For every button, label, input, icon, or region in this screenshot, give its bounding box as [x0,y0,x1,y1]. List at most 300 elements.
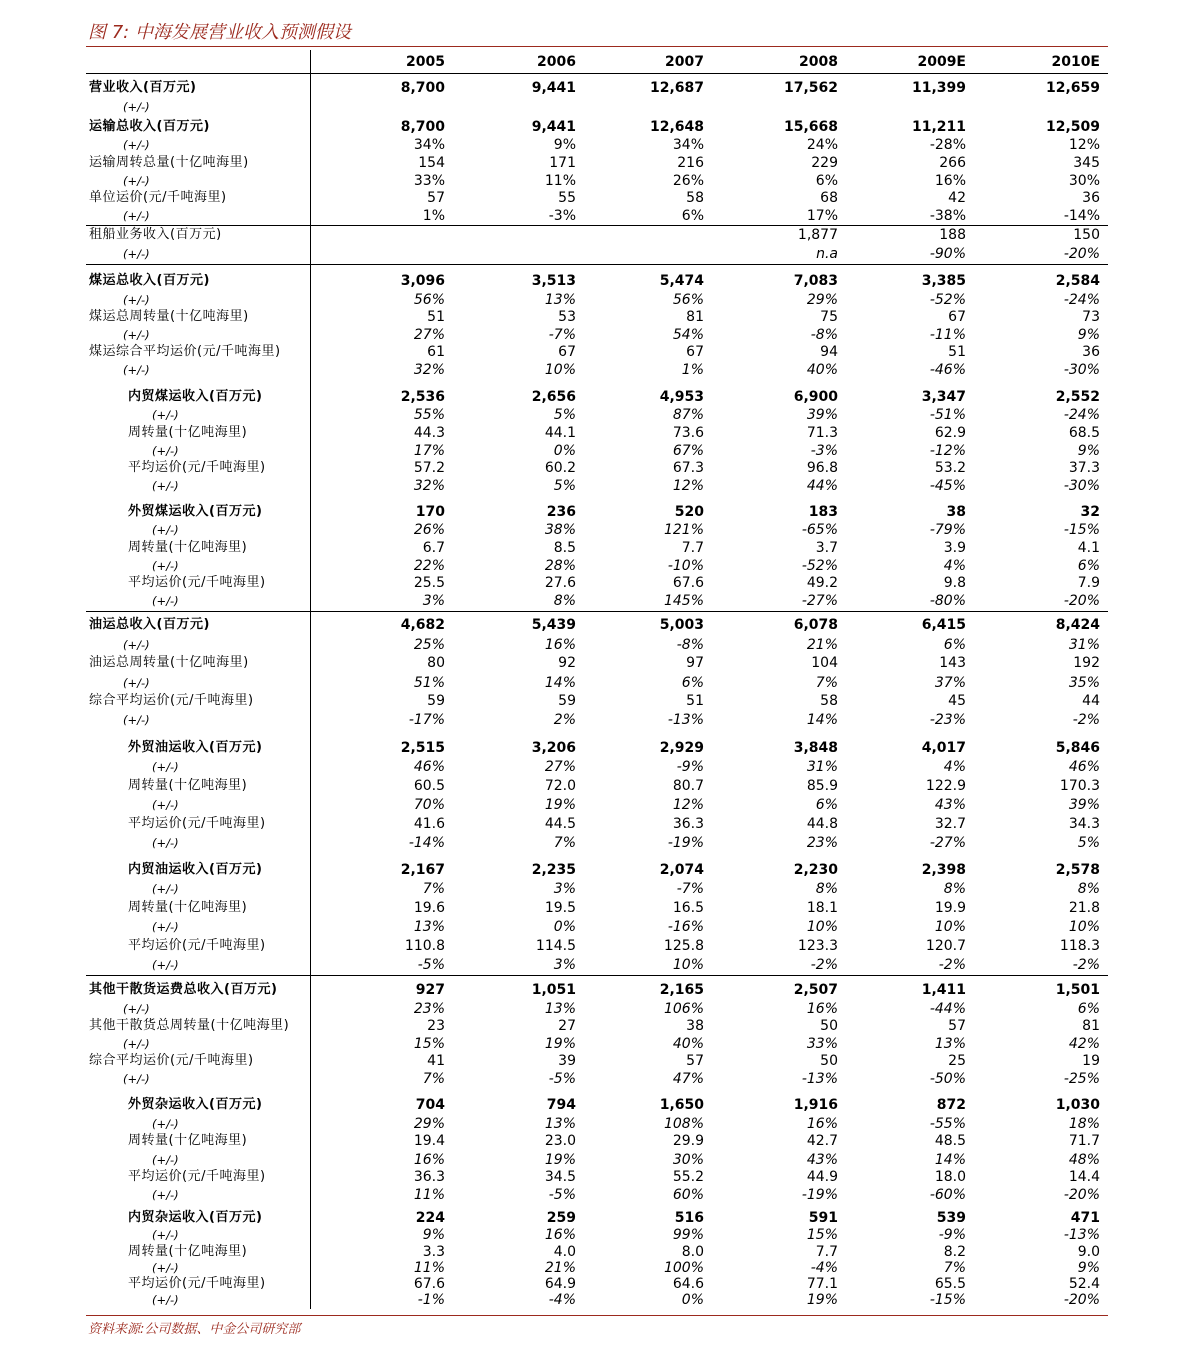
cell-2006: 0% [553,443,576,459]
cell-2007: -19% [667,835,704,851]
cell-2007: 47% [672,1071,704,1087]
growth-row [86,711,1108,729]
cell-2005: 6.7 [422,540,445,556]
cell-2005: 927 [415,982,445,998]
cell-2008: 42.7 [806,1133,838,1149]
cell-2006: 27 [558,1018,576,1034]
cell-2005: -14% [408,835,445,851]
cell-2009e: 266 [939,155,966,171]
cell-2008: 33% [806,1036,838,1052]
cell-2008: 10% [806,919,838,935]
cell-2010e: 9% [1077,443,1100,459]
cell-2006: -4% [548,1292,576,1308]
cell-2009e: 3,347 [921,389,966,405]
cell-2005: 3.3 [422,1244,445,1260]
cell-2009e: 19.9 [934,900,966,916]
cell-2010e: 9% [1077,327,1100,343]
growth-label: (+/-) [152,1261,179,1275]
cell-2010e: 6% [1077,558,1100,574]
cell-2010e: 21.8 [1068,900,1100,916]
cell-2008: 24% [806,137,838,153]
cell-2008: 44.9 [806,1169,838,1185]
table-row [86,692,1108,710]
cell-2010e: 345 [1073,155,1100,171]
cell-2007: 7.7 [681,540,704,556]
cell-2010e: 9.0 [1077,1244,1100,1260]
cell-2006: -5% [548,1071,576,1087]
row-label: 外贸油运收入(百万元) [128,740,263,755]
cell-2010e: -24% [1063,292,1100,308]
cell-2008: 591 [808,1210,838,1226]
cell-2009e: 4,017 [921,740,966,756]
cell-2006: 9% [553,137,576,153]
cell-2005: 7% [422,881,445,897]
cell-2008: 19% [806,1292,838,1308]
cell-2007 [594,226,704,244]
cell-2008: 15% [806,1227,838,1243]
cell-2006: 3% [553,957,576,973]
cell-2006: 171 [549,155,576,171]
cell-2010e: -20% [1063,1187,1100,1203]
cell-2006: 2,656 [531,389,576,405]
cell-2005: 57 [427,190,445,206]
cell-2007: 26% [672,173,704,189]
cell-2006: 19% [544,1036,576,1052]
cell-2007: 99% [672,1227,704,1243]
growth-label: (+/-) [123,293,150,307]
cell-2006 [466,226,576,244]
cell-2007: -16% [667,919,704,935]
growth-row [86,1151,1108,1169]
cell-2008: 8% [815,881,838,897]
cell-2008: -65% [801,522,838,538]
cell-2006: 4.0 [553,1244,576,1260]
growth-row [86,172,1108,190]
growth-label: (+/-) [123,247,150,261]
cell-2009e: 62.9 [934,425,966,441]
cell-2008: 31% [806,759,838,775]
cell-2005: 22% [413,558,445,574]
table-row [86,1132,1108,1150]
cell-2008: 43% [806,1152,838,1168]
cell-2009e: -38% [929,208,966,224]
cell-2010e: 12,659 [1045,80,1100,96]
cell-2009e: -23% [929,712,966,728]
cell-2007: 12,687 [649,80,704,96]
table-row [86,937,1108,955]
cell-2008: -13% [801,1071,838,1087]
cell-2007: 12% [672,797,704,813]
cell-2010e: -14% [1063,208,1100,224]
growth-row [86,674,1108,692]
growth-label: (+/-) [152,1188,179,1202]
cell-2005: 7% [422,1071,445,1087]
table-row [86,1017,1108,1035]
cell-2006: 1,051 [531,982,576,998]
table-row [86,343,1108,361]
cell-2008: -3% [810,443,838,459]
cell-2006: 39 [558,1053,576,1069]
cell-2009e: 45 [948,693,966,709]
cell-2009e: 8% [943,881,966,897]
cell-2010e: 150 [1073,227,1100,243]
cell-2005: 41 [427,1053,445,1069]
cell-2010e: 32 [1080,504,1100,520]
row-label: 周转量(十亿吨海里) [128,540,248,555]
table-row [86,1168,1108,1186]
cell-2006: 19% [544,1152,576,1168]
row-label: 周转量(十亿吨海里) [128,778,248,793]
cell-2010e: 2,578 [1055,862,1100,878]
growth-row [86,880,1108,898]
table-row [86,459,1108,477]
cell-2007: -9% [676,759,704,775]
row-label: 油运总收入(百万元) [89,617,210,632]
cell-2006: 27% [544,759,576,775]
row-label: 运输周转总量(十亿吨海里) [89,155,249,170]
cell-2007: 40% [672,1036,704,1052]
cell-2010e: 18% [1068,1116,1100,1132]
cell-2009e: -12% [929,443,966,459]
cell-2010e: 192 [1073,655,1100,671]
cell-2007: 2,074 [659,862,704,878]
title-rule [86,46,1108,47]
cell-2009e: -11% [929,327,966,343]
table-row [86,574,1108,592]
cell-2005: 1% [422,208,445,224]
cell-2005: 2,536 [400,389,445,405]
cell-2006: 13% [544,292,576,308]
cell-2005: 32% [413,478,445,494]
table-row [86,654,1108,672]
cell-2007: 4,953 [659,389,704,405]
cell-2008: 17% [806,208,838,224]
cell-2005: 3,096 [400,273,445,289]
cell-2007: 54% [672,327,704,343]
cell-2010e: 81 [1082,1018,1100,1034]
cell-2009e: -50% [929,1071,966,1087]
cell-2006: -7% [548,327,576,343]
growth-label: (+/-) [152,479,179,493]
cell-2006: 5% [553,407,576,423]
cell-2008: 50 [820,1053,838,1069]
growth-label: (+/-) [123,363,150,377]
cell-2009e: 539 [936,1210,966,1226]
cell-2006: 8% [553,593,576,609]
cell-2009e: -44% [929,1001,966,1017]
cell-2009e: 6,415 [921,617,966,633]
row-label: 营业收入(百万元) [89,80,197,95]
cell-2005: 26% [413,522,445,538]
cell-2008: 21% [806,637,838,653]
cell-2007: 125.8 [663,938,704,954]
cell-2006: 44.5 [544,816,576,832]
cell-2005: 67.6 [413,1276,445,1292]
cell-2007: -10% [667,558,704,574]
growth-label: (+/-) [152,559,179,573]
cell-2005: 23 [427,1018,445,1034]
cell-2006: 34.5 [544,1169,576,1185]
row-label: 周转量(十亿吨海里) [128,1133,248,1148]
cell-2010e: 36 [1082,344,1100,360]
cell-2008: 85.9 [806,778,838,794]
cell-2006: 794 [546,1097,576,1113]
growth-row [86,477,1108,495]
cell-2007: 10% [672,957,704,973]
growth-label: (+/-) [152,594,179,608]
growth-label: (+/-) [152,1117,179,1131]
cell-2009e: 65.5 [934,1276,966,1292]
column-header-2005: 2005 [406,54,445,70]
row-label: 平均运价(元/千吨海里) [128,575,266,590]
cell-2007: 2,929 [659,740,704,756]
cell-2008: 6% [815,797,838,813]
cell-2005: 224 [415,1210,445,1226]
cell-2010e: -24% [1063,407,1100,423]
cell-2010e: -13% [1063,1227,1100,1243]
cell-2005: 3% [422,593,445,609]
cell-2005 [335,98,445,116]
cell-2005: 51% [413,675,445,691]
cell-2005: -1% [417,1292,445,1308]
row-label: 周转量(十亿吨海里) [128,425,248,440]
table-row [86,899,1108,917]
cell-2008: 104 [811,655,838,671]
cell-2010e: -2% [1072,712,1100,728]
row-label: 综合平均运价(元/千吨海里) [89,693,254,708]
cell-2009e: -52% [929,292,966,308]
cell-2005: 11% [413,1260,445,1276]
growth-row [86,918,1108,936]
cell-2005: 41.6 [413,816,445,832]
cell-2008: -27% [801,593,838,609]
cell-2008: 17,562 [783,80,838,96]
cell-2007: 5,003 [659,617,704,633]
table-row [86,308,1108,326]
cell-2005: 704 [415,1097,445,1113]
cell-2009e: 6% [943,637,966,653]
cell-2007: 67% [672,443,704,459]
cell-2009e: 38 [946,504,966,520]
cell-2005: 2,515 [400,740,445,756]
growth-row [86,207,1108,226]
cell-2009e: -2% [938,957,966,973]
row-label: 煤运综合平均运价(元/千吨海里) [89,344,281,359]
cell-2005: 154 [418,155,445,171]
growth-label: (+/-) [152,882,179,896]
cell-2009e: 53.2 [934,460,966,476]
cell-2009e: 51 [948,344,966,360]
growth-row [86,1070,1108,1088]
cell-2010e: 9% [1077,1260,1100,1276]
growth-label: (+/-) [123,713,150,727]
cell-2010e: 44 [1082,693,1100,709]
cell-2007: 1% [681,362,704,378]
cell-2008: 229 [811,155,838,171]
cell-2008: 96.8 [806,460,838,476]
cell-2010e: 36 [1082,190,1100,206]
table-row [86,1209,1108,1227]
growth-row [86,592,1108,612]
cell-2009e: 120.7 [925,938,966,954]
cell-2010e: -20% [1063,593,1100,609]
cell-2007: 16.5 [672,900,704,916]
cell-2010e: -20% [1063,246,1100,262]
cell-2007: 36.3 [672,816,704,832]
row-label: 油运总周转量(十亿吨海里) [89,655,249,670]
row-label: 平均运价(元/千吨海里) [128,816,266,831]
cell-2010e: 1,030 [1055,1097,1100,1113]
cell-2008: 44.8 [806,816,838,832]
cell-2010e: 12% [1068,137,1100,153]
cell-2006: 16% [544,637,576,653]
cell-2006: 64.9 [544,1276,576,1292]
cell-2005: 23% [413,1001,445,1017]
cell-2008: 6,900 [793,389,838,405]
cell-2006: 5% [553,478,576,494]
cell-2009e: 143 [939,655,966,671]
cell-2007: 1,650 [659,1097,704,1113]
row-label: 运输总收入(百万元) [89,119,210,134]
cell-2007: 100% [663,1260,704,1276]
cell-2006: 8.5 [553,540,576,556]
cell-2010e: 30% [1068,173,1100,189]
table-row [86,777,1108,795]
cell-2006: 3,206 [531,740,576,756]
cell-2006: 27.6 [544,575,576,591]
cell-2006: 38% [544,522,576,538]
cell-2009e: 48.5 [934,1133,966,1149]
cell-2009e: -60% [929,1187,966,1203]
row-label: 内贸煤运收入(百万元) [128,389,263,404]
cell-2010e: 7.9 [1077,575,1100,591]
cell-2010e: 10% [1068,919,1100,935]
table-row [86,154,1108,172]
column-header-2008: 2008 [799,54,838,70]
table-row [86,118,1108,136]
cell-2010e: 34.3 [1068,816,1100,832]
growth-label: (+/-) [152,1228,179,1242]
cell-2008: 16% [806,1116,838,1132]
row-label: 其他干散货运费总收入(百万元) [89,982,278,997]
cell-2009e: -45% [929,478,966,494]
table-row [86,388,1108,406]
growth-row [86,1035,1108,1053]
cell-2007: 216 [677,155,704,171]
table-row [86,539,1108,557]
cell-2006: 9,441 [531,119,576,135]
column-header-2006: 2006 [537,54,576,70]
cell-2007: 55.2 [672,1169,704,1185]
growth-row [86,291,1108,309]
cell-2008: 49.2 [806,575,838,591]
cell-2006: 21% [544,1260,576,1276]
cell-2010e: 5% [1077,835,1100,851]
cell-2007: 6% [681,208,704,224]
cell-2006: -3% [548,208,576,224]
cell-2009e: -15% [929,1292,966,1308]
growth-row [86,1186,1108,1204]
cell-2010e: -30% [1063,362,1100,378]
cell-2009e: 9.8 [943,575,966,591]
cell-2008: 1,916 [793,1097,838,1113]
growth-row [86,956,1108,976]
row-label: 单位运价(元/千吨海里) [89,190,227,205]
cell-2008: 183 [808,504,838,520]
growth-row [86,245,1108,265]
growth-label: (+/-) [152,920,179,934]
growth-label: (+/-) [123,174,150,188]
cell-2005: 55% [413,407,445,423]
cell-2009e: -80% [929,593,966,609]
cell-2010e: 12,509 [1045,119,1100,135]
cell-2007: 121% [663,522,704,538]
cell-2008: 7.7 [815,1244,838,1260]
growth-label: (+/-) [123,138,150,152]
growth-label: (+/-) [123,1002,150,1016]
cell-2009e: 13% [934,1036,966,1052]
cell-2008: 2,507 [793,982,838,998]
cell-2006: 44.1 [544,425,576,441]
row-label: 租船业务收入(百万元) [89,227,222,242]
cell-2005: 29% [413,1116,445,1132]
table-row [86,272,1108,290]
cell-2009e: 37% [934,675,966,691]
cell-2010e [990,98,1100,116]
cell-2005: 15% [413,1036,445,1052]
growth-label: (+/-) [152,760,179,774]
cell-2008: 16% [806,1001,838,1017]
cell-2005: 60.5 [413,778,445,794]
cell-2008: 39% [806,407,838,423]
table-row [86,861,1108,879]
cell-2008: 3.7 [815,540,838,556]
cell-2006: 60.2 [544,460,576,476]
cell-2006: 92 [558,655,576,671]
growth-label: (+/-) [123,100,150,114]
cell-2008: 68 [820,190,838,206]
cell-2008: n.a [816,246,838,262]
cell-2007: 106% [663,1001,704,1017]
cell-2007: 87% [672,407,704,423]
table-row [86,424,1108,442]
cell-2008: 58 [820,693,838,709]
cell-2010e: 1,501 [1055,982,1100,998]
cell-2008 [728,98,838,116]
row-label: 内贸杂运收入(百万元) [128,1210,263,1225]
row-label: 内贸油运收入(百万元) [128,862,263,877]
cell-2008: 40% [806,362,838,378]
table-row [86,189,1108,207]
cell-2007: 64.6 [672,1276,704,1292]
cell-2005: 4,682 [400,617,445,633]
cell-2008: 6% [815,173,838,189]
growth-row [86,636,1108,654]
cell-2009e: -28% [929,137,966,153]
cell-2006: 28% [544,558,576,574]
cell-2005: 34% [413,137,445,153]
row-label: 其他干散货总周转量(十亿吨海里) [89,1018,290,1033]
table-row [86,1096,1108,1114]
cell-2009e: 188 [939,227,966,243]
cell-2009e: 14% [934,1152,966,1168]
cell-2005: 59 [427,693,445,709]
source-note: 资料来源:公司数据、中金公司研究部 [88,1322,301,1337]
cell-2005: 32% [413,362,445,378]
cell-2009e: 4% [943,558,966,574]
cell-2009e: -9% [938,1227,966,1243]
cell-2005: 33% [413,173,445,189]
